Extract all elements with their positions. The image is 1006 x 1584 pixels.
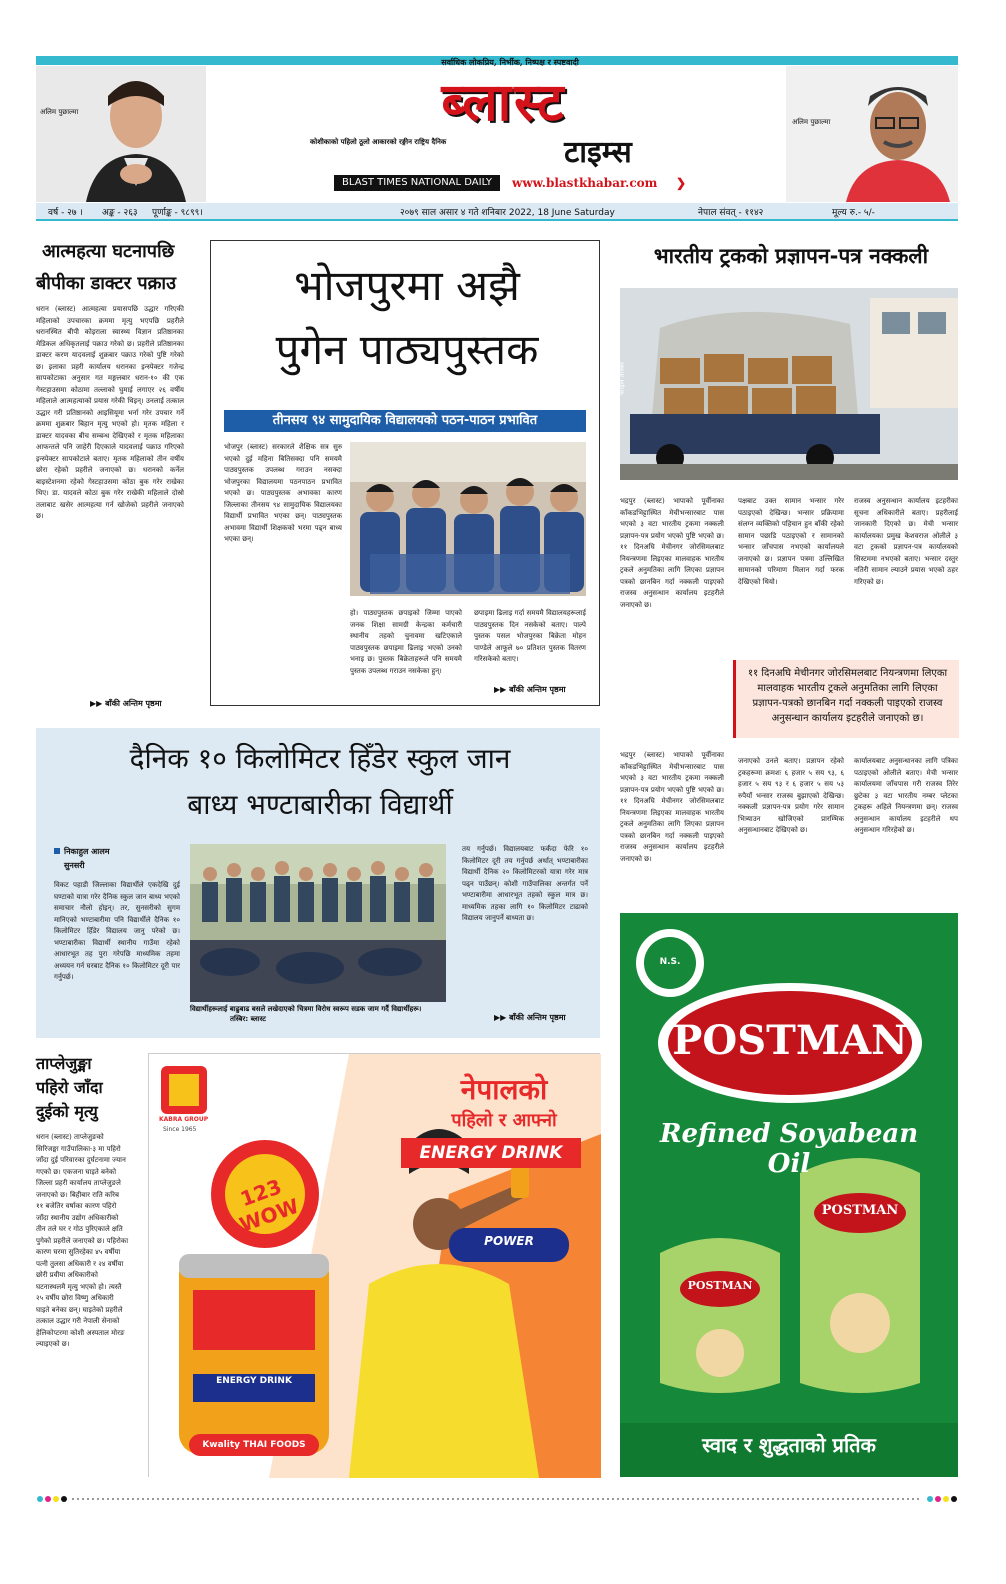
byline-marker [54,848,60,854]
lead-headline-line: पुगेन पाठ्यपुस्तक [275,325,539,374]
story-body: हो। पाठ्यपुस्तक छपाइको जिम्मा पाएको जनक शिक्षा सामग्री केन्द्रका कर्मचारी स्थानीय तहको चुनावमा खटिएकाले पाठ्यपुस्तक छपाइमा ढिलाइ भएको उनको भनाइ छ। पुस्तक बिक्रेताहरूले पनि समयमै पुस्तक उपलब्ध गराउन नसकेका हुन्। [350,609,462,675]
logo-times: टाइम्स [564,135,632,170]
byline-place: सुनसरी [64,861,85,870]
masthead-tagline: सर्वाधिक लोकप्रिय, निर्भीक, निष्पक्ष र स्पष्टवादी [441,57,579,67]
issue-info-bar [36,203,958,219]
truck-image-icon [620,288,958,480]
photo-credit: फाइल तस्बिर [618,361,627,396]
registration-marks-icon [36,1495,958,1503]
nepal-sambat: नेपाल संवत् - ११४२ [698,208,764,218]
divider [36,219,958,221]
photo-caption-text: विद्यार्थीहरूलाई बाढुबाढ बसले लखेदाएको चित्रमा विरोध स्वरूप सडक जाम गर्दै विद्यार्थीहरू। [190,1005,422,1013]
truck-photo [620,288,958,480]
feature-headline [50,736,590,828]
person-photo-icon [36,66,206,202]
continued-link[interactable]: ▶▶ बाँकी अन्तिम पृष्ठमा [494,1013,566,1022]
pull-quote: ११ दिनअघि मेचीनगर जोरसिमलबाट नियन्त्रणमा लिएका मालवाहक भारतीय ट्रकले अनुमतिका लागि लिएका प्रज्ञापन-पत्रको छानबिन गर्दा नक्कली पाइएको राजस्व अनुसन्धान कार्यालय इटहरीले जनाएको छ। [733,660,959,738]
ad-energy-banner: ENERGY DRINK [401,1138,581,1168]
story-body: जनाएको उनले बताए। प्रज्ञापन रहेको ट्रकहरूमा क्रमशः ६ हजार ५ सय ९३, ६ हजार ५ सय ९३ र ६ हजार ५ सय ५३ रुपैयाँ भन्सार राजस्व बुझाएको देखिन्छ। नक्कली प्रज्ञापन-पत्र प्रयोग गरेर सामान भित्र्याउन खोजिएको प्रारम्भिक अनुसन्धानबाट देखिएको छ। [738,757,844,834]
paper-name-badge: BLAST TIMES NATIONAL DAILY [334,175,500,191]
postman-oil-advertisement[interactable] [620,913,958,1477]
brand-since: Since 1965 [163,1126,197,1133]
ad-headline: नेपालको [460,1073,548,1106]
certification-stamp: N.S. [659,957,681,967]
students-protest-image-icon [190,844,446,1002]
byline-name: निकाहुल आलम [64,847,110,856]
pack-brand: POSTMAN [687,1279,753,1292]
continued-link[interactable]: ▶▶ बाँकी अन्तिम पृष्ठमा [90,699,162,708]
pack-brand: POSTMAN [821,1203,899,1218]
lead-headline [226,254,588,382]
story-headline: ताप्लेजुङ्मा [36,1054,92,1073]
ad-slogan: स्वाद र शुद्धताको प्रतिक [702,1433,876,1457]
story-body: धरान (ब्लास्ट) ताप्लेजुङको सिरिजङ्घा गाउँपालिका-३ मा पहिरो जाँदा दुई परिवारका दुर्घटनामा ज्यान गएको छ। एकजना घाइते बनेको जिल्ला प्रहरी कार्यालय ताप्लेजुङले जनाएको छ। बिहीबार राति करिब ११ बजेतिर वर्षाका कारण पहिरो जाँदा स्थानीय उद्योग अधिकारीको तीन तले घर र गोठ पुरिएकाले क्षति पुगेको प्रहरीले जनाएको छ। पहिरोका कारण घरमा सुतिरहेका ४५ वर्षीया पत्नी तुलसा अधिकारी र २४ वर्षीया छोरी प्रवीया अधिकारीको घटनास्थलमै मृत्यु भएको हो। त्यस्तै २५ वर्षीय छोरा विष्णु अधिकारी घाइते बनेका छन्। घाइतेको प्रहरीले तत्काल उद्धार गरी नेपाली सेनाको हेलिकोप्टरमा कोशी अस्पताल मोरङ ल्याइएको छ। [36,1133,129,1348]
columnist-photo-left [36,66,206,202]
story-body: कार्यालयबाट अनुसन्धानका लागि पत्रिका पठाइएको ओलीले बताए। मेची भन्सार कार्यालयमा जाँचपास गरी राजस्व तिरेर छुटेका ३ वटा भारतीय नम्बर प्लेटका ट्रकहरू अहिले नियन्त्रणमा छन्। राजस्व अनुसन्धान कार्यालय इटहरीले थप अनुसन्धान गरिरहेको छ। [854,757,958,834]
story-body: तय गर्नुपर्छ। विद्यालयबाट फर्कँदा फेरि १० किलोमिटर दूरी तय गर्नुपर्छ अर्थात् भण्टाबारीका विद्यार्थी दैनिक २० किलोमिटरको यात्रा गरेर मात्र पढ्न पाउँछन्। कोशी गाउँपालिका अन्तर्गत पर्ने भण्टाबारीमा आधारभूत तहको स्कुल मात्र छ। माध्यमिक तहका लागि १० किलोमिटर टाढाको विद्यालय जानुपर्ने बाध्यता छ। [462,845,588,922]
photo-credit: तस्बिर: ब्लास्ट [230,1015,266,1023]
photo-caption-right: अलिम पुछाल्मा [792,118,831,126]
students-image-icon [350,442,586,596]
story-body: भद्रपुर (ब्लास्ट) भापाको पूर्वीनाका काँकडभिट्टास्थित मेचीभन्सारबाट पास भएको ३ वटा भारतीय ट्रकमा नक्कली प्रज्ञापन-पत्र प्रयोग भएको पुष्टि भएको छ। ११ दिनअघि मेचीनगर जोरसिमलबाट नियन्त्रणमा लिइएका मालवाहक भारतीय ट्रकले अनुमतिका लागि लिएका प्रज्ञापन पत्रको छानबिन गर्दा नक्कली पाइएको राजस्व अनुसन्धान कार्यालय इटहरीले जनाएको छ। [620,751,724,863]
photo-caption [190,1004,446,1024]
feature-headline-line: दैनिक १० किलोमिटर हिँडेर स्कुल जान [129,742,511,775]
feature-headline-line: बाध्य भण्टाबारीका विद्यार्थी [187,788,453,821]
students-photo [350,442,586,596]
story-headline: आत्महत्या घटनापछि [42,241,175,262]
continued-link[interactable]: ▶▶ बाँकी अन्तिम पृष्ठमा [494,685,566,694]
power-badge: POWER [484,1234,534,1248]
full-issue-number: पूर्णाङ्क - ९८९९। [152,208,203,218]
story-body: छपाइमा ढिलाइ गर्दा समयमै विद्यालयहरूलाई पाठ्यपुस्तक दिन नसकेको बताए। पाल्पे पुस्तक पसल भोजपुरका बिक्रेता मोहन पाण्डेले आफूले ७० प्रतिशत पुस्तक वितरण गरिसकेको बताए। [474,609,586,663]
photo-caption-left: अलिम पुछाल्मा [40,108,79,116]
energy-drink-advertisement[interactable] [148,1053,600,1477]
story-headline: पहिरो जाँदा [36,1078,103,1097]
print-registration-strip [36,1488,958,1496]
story-headline: दुईको मृत्यु [36,1102,98,1121]
website-link[interactable]: www.blastkhabar.com [512,176,658,190]
publication-date: २०७९ साल असार ४ गते शनिबार 2022, 18 June Saturday [400,208,615,218]
story-headline: भारतीय ट्रकको प्रज्ञापन-पत्र नक्कली [653,244,929,268]
distributor-logo: Kwality THAI FOODS [189,1434,319,1456]
brand-name: KABRA GROUP [159,1116,209,1123]
volume-year: वर्ष - २७ । [48,208,83,218]
brand-logo: POSTMAN [672,1017,908,1064]
person-photo-icon [786,66,958,202]
can-label: ENERGY DRINK [216,1376,292,1386]
product-name: 123 WOW [236,1174,302,1238]
newspaper-logo [308,70,700,170]
story-body: पक्षबाट उक्त सामान भन्सार गरेर पठाइएको देखिन्छ। भन्सार प्रक्रियामा संलग्न व्यक्तिको पहिचान हुन बाँकी रहेको सामान पछाडि पठाइएको र सामानको भन्सार जाँचपास नभएको कार्यालयले जनाएको छ। प्रज्ञापन पत्रमा उल्लिखित सामानको परिमाण मिलान गर्दा फरक देखिएको थियो। [738,497,844,586]
chevron-right-icon: ❯ [676,176,687,190]
ad-headline: पहिलो र आफ्नो [451,1110,557,1131]
story-body: धरान (ब्लास्ट) आत्महत्या प्रयासपछि उद्धार गरिएकी महिलाको उपचारका क्रममा मृत्यु भएपछि प्रहरीले धरानस्थित बीपी कोइराला स्वास्थ्य विज्ञान प्रतिष्ठानका मेडिकल अधिकृतलाई पक्राउ गरेको छ। प्रहरीले प्रतिष्ठानका डाक्टर करण यादवलाई शुक्रबार पक्राउ गरेको पुष्टि गरेको छ। इलाका प्रहरी कार्यालय धरानका इन्स्पेक्टर गजेन्द्र सापकोटाका अनुसार गत मङ्गलबार धरान-१० की एक गेस्टहाउसमा कोठामा तल्लाको घुमाई लगाएर २६ वर्षीय महिलाले आत्महत्याको प्रयास गरेकी थिइन्। उनलाई तत्काल उद्धार गरी प्रतिष्ठानको आइसियूमा भर्ना गरेर उपचार गर्ने क्रममा शुक्रबार बिहान मृत्यु भएको हो। मृतक महिला र डाक्टर यादवका बीच सम्बन्ध देखिएको र मृतक महिलाका आफन्तले पनि जाहेरी दिएकाले यादवलाई पक्राउ गरिएको इन्स्पेक्टर सापकोटाले बताए। मृतक महिलाको तीन वर्षीय छोरा रहेको प्रहरीले जनाएको छ। धरानको कर्नेल बाइस्टेशनमा रहेको गेस्टहाउसमा कोठा बुक गरेर राखेका थिए। डा. यादवले कोठा बुक गरेर राखेकी महिलाले दोस्रो तलाबाट खसेर आत्महत्या गर्न खोजेको प्रहरीले जनाएको छ। [36,305,184,520]
product-tagline: Refined Soyabean Oil [659,1119,919,1179]
logo-wordmark: ब्लास्ट [441,73,567,133]
story-body: भोजपुर (ब्लास्ट) सरकारले शैक्षिक सत्र सुरु भएको दुई महिना बितिसक्दा पनि समयमै पाठ्यपुस्तक उपलब्ध गराउन नसक्दा भोजपुरका विद्यालयमा पठनपाठन प्रभावित भएको छ। पाठ्यपुस्तक अभावका कारण जिल्लाका तीनसय ९४ सामुदायिक विद्यालयका विद्यार्थी प्रभावित भएका छन्। पाठ्यपुस्तक अभावमा विद्यार्थी शिक्षकको भरमा पढ्न बाध्य भएका छन्। [224,443,342,543]
story-body: भद्रपुर (ब्लास्ट) भापाको पूर्वीनाका काँकडभिट्टास्थित मेचीभन्सारबाट पास भएको ३ वटा भारतीय ट्रकमा नक्कली प्रज्ञापन-पत्र प्रयोग भएको पुष्टि भएको छ। ११ दिनअघि मेचीनगर जोरसिमलबाट नियन्त्रणमा लिइएका मालवाहक भारतीय ट्रकले अनुमतिका लागि लिएका प्रज्ञापन पत्रको छानबिन गर्दा नक्कली पाइएको राजस्व अनुसन्धान कार्यालय इटहरीले जनाएको छ। [620,497,724,609]
price: मूल्य रु.- ५/- [832,208,875,218]
protest-photo [190,844,446,1002]
issue-number: अङ्क - २६३ [102,208,138,218]
story-body: राजस्व अनुसन्धान कार्यालय इटहरीका सूचना अधिकारीले बताए। प्रहरीलाई जानकारी दिएको छ। मेची भन्सार कार्यालयका प्रमुख केशवराज ओलीले ३ वटा ट्रकको प्रज्ञापन-पत्र कार्यालयको सिस्टममा नभएको बताए। भन्सार दस्तुर नतिरी सामान ल्याउने प्रयास भएको ठहर गरिएको छ। [854,497,958,586]
lead-headline-line: भोजपुरमा अझै [294,261,520,310]
logo-subtitle: कोशीकाको पहिलो ठूलो आकारको रङ्गीन राष्ट्रिय दैनिक [310,138,447,146]
lead-subheadline: तीनसय ९४ सामुदायिक विद्यालयको पठन-पाठन प्रभावित [224,410,586,432]
ad-artwork [620,913,958,1477]
story-body: विकट पहाडी जिल्लाका विद्यार्थीले एकदेखि दुई घण्टाको यात्रा गरेर दैनिक स्कुल जान बाध्य भएको समाचार नौलो होइन्। तर, सुनसरीको सुगम मानिएको भण्टाबारीमा पनि विद्यार्थीले दैनिक १० किलोमिटर हिँडेर विद्यालय जानु परेको छ। भण्टाबारीका विद्यार्थी स्थानीय गाउँमा रहेको आधारभूत तह पुरा गरेपछि माध्यमिक तहमा अध्ययन गर्न घरबाट दैनिक १० किलोमिटर दूरी पार गर्नुपर्छ। [54,881,180,981]
story-headline: बीपीका डाक्टर पक्राउ [36,273,176,294]
columnist-photo-right [786,66,958,202]
